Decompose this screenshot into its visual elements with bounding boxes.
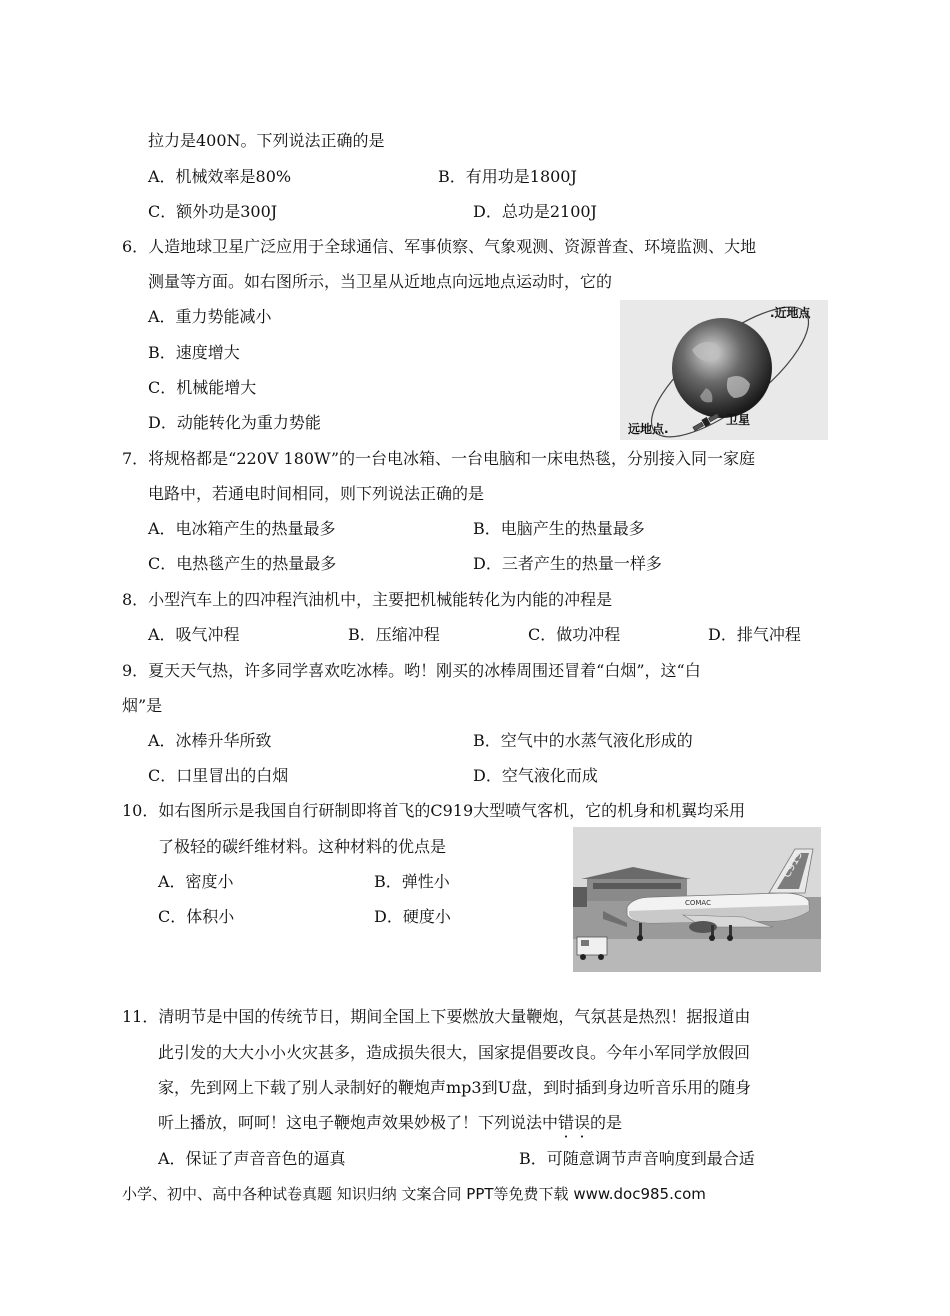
page-footer: 小学、初中、高中各种试卷真题 知识归纳 文案合同 PPT等免费下载 www.doc985.com bbox=[122, 1185, 706, 1203]
q11-emphasis-char-1: 错 bbox=[558, 1113, 575, 1132]
satellite-orbit-figure bbox=[620, 300, 828, 440]
q8-option-a: A．吸气冲程 bbox=[148, 625, 240, 644]
q7-stem-line2: 电路中，若通电时间相同，则下列说法正确的是 bbox=[148, 484, 485, 503]
q9-option-a: A．冰棒升华所致 bbox=[148, 731, 272, 750]
q11-option-b: B．可随意调节声音响度到最合适 bbox=[519, 1149, 755, 1168]
q11-option-a: A．保证了声音音色的逼真 bbox=[158, 1149, 346, 1168]
q11-stem-line1: 11．清明节是中国的传统节日，期间全国上下要燃放大量鞭炮，气氛甚是热烈！据报道由 bbox=[122, 1007, 751, 1026]
q5-option-a: A．机械效率是80% bbox=[148, 167, 292, 186]
q6-option-b: B．速度增大 bbox=[148, 343, 240, 362]
q11-stem-line4-pre: 听上播放，呵呵！这电子鞭炮声效果妙极了！下列说法中 bbox=[158, 1113, 559, 1132]
q11-stem-line3: 家，先到网上下载了别人录制好的鞭炮声mp3到U盘，到时插到身边听音乐用的随身 bbox=[158, 1078, 752, 1097]
q7-stem-line1: 7．将规格都是“220V 180W”的一台电冰箱、一台电脑和一床电热毯，分别接入同一家庭 bbox=[122, 449, 756, 468]
fuselage-marking: COMAC bbox=[685, 899, 711, 907]
q11-emphasis-char-2: 误 bbox=[574, 1113, 591, 1132]
label-satellite: 卫星 bbox=[726, 413, 751, 427]
q8-stem: 8．小型汽车上的四冲程汽油机中，主要把机械能转化为内能的冲程是 bbox=[122, 590, 613, 609]
earth-globe bbox=[672, 318, 772, 418]
q10-option-b: B．弹性小 bbox=[374, 872, 450, 891]
q5-option-c: C．额外功是300J bbox=[148, 202, 278, 221]
q9-stem-line1: 9．夏天天气热，许多同学喜欢吃冰棒。哟！刚买的冰棒周围还冒着“白烟”，这“白 bbox=[122, 661, 701, 680]
q5-stem-continuation: 拉力是400N。下列说法正确的是 bbox=[148, 131, 385, 150]
q7-option-a: A．电冰箱产生的热量最多 bbox=[148, 519, 336, 538]
q5-option-d: D．总功是2100J bbox=[473, 202, 597, 221]
q8-option-c: C．做功冲程 bbox=[528, 625, 621, 644]
q6-option-a: A．重力势能减小 bbox=[148, 307, 272, 326]
q10-stem-line1: 10．如右图所示是我国自行研制即将首飞的C919大型喷气客机，它的机身和机翼均采用 bbox=[122, 801, 746, 820]
q6-stem-line1: 6．人造地球卫星广泛应用于全球通信、军事侦察、气象观测、资源普查、环境监测、大地 bbox=[122, 237, 757, 256]
q6-option-c: C．机械能增大 bbox=[148, 378, 257, 397]
q11-stem-line2: 此引发的大大小小火灾甚多，造成损失很大，国家提倡要改良。今年小军同学放假回 bbox=[158, 1043, 751, 1062]
q10-stem-line2: 了极轻的碳纤维材料。这种材料的优点是 bbox=[158, 837, 447, 856]
q11-stem-line4-post: 的是 bbox=[590, 1113, 623, 1132]
label-near-point: .近地点 bbox=[770, 306, 811, 320]
q7-option-b: B．电脑产生的热量最多 bbox=[473, 519, 645, 538]
q7-option-d: D．三者产生的热量一样多 bbox=[473, 554, 662, 573]
tail-marking: C919 bbox=[779, 848, 806, 880]
c919-airplane-photo bbox=[573, 827, 821, 972]
q11-stem-line4 bbox=[158, 1113, 622, 1133]
label-far-point: 远地点. bbox=[628, 422, 669, 436]
q5-option-b: B．有用功是1800J bbox=[438, 167, 577, 186]
q6-option-d: D．动能转化为重力势能 bbox=[148, 413, 321, 432]
q7-option-c: C．电热毯产生的热量最多 bbox=[148, 554, 337, 573]
q9-stem-line2: 烟”是 bbox=[122, 696, 163, 715]
q10-option-d: D．硬度小 bbox=[374, 907, 451, 926]
q8-option-b: B．压缩冲程 bbox=[348, 625, 440, 644]
q9-option-c: C．口里冒出的白烟 bbox=[148, 766, 289, 785]
q10-option-c: C．体积小 bbox=[158, 907, 235, 926]
q8-option-d: D．排气冲程 bbox=[708, 625, 801, 644]
q9-option-d: D．空气液化而成 bbox=[473, 766, 598, 785]
q10-option-a: A．密度小 bbox=[158, 872, 234, 891]
q6-stem-line2: 测量等方面。如右图所示，当卫星从近地点向远地点运动时，它的 bbox=[148, 272, 613, 291]
q9-option-b: B．空气中的水蒸气液化形成的 bbox=[473, 731, 693, 750]
